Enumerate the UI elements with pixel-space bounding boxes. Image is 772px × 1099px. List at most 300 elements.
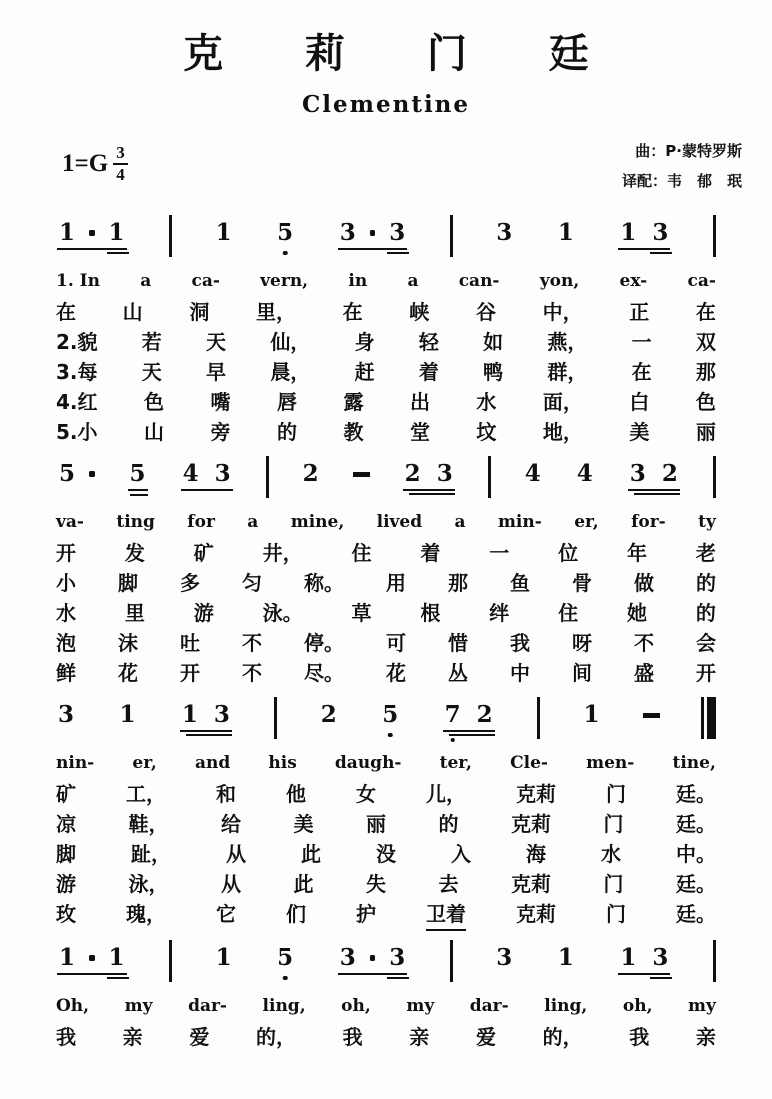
sixteenth-beam [387, 252, 409, 255]
lyric-syllable: oh, [622, 996, 653, 1016]
lyric-syllable: vern, [260, 271, 309, 291]
lyric-syllable: yon, [539, 271, 580, 291]
lyric-line-chinese [56, 628, 716, 658]
barline [450, 940, 453, 982]
lyric-syllable: 在 [631, 360, 652, 384]
lyric-syllable: 地， [542, 420, 583, 444]
lyric-line-english [56, 752, 716, 775]
sixteenth-beam [186, 734, 232, 737]
lyric-syllable: 们 [286, 902, 306, 926]
lyric-syllable: min- [497, 512, 542, 532]
key-signature [62, 144, 128, 184]
lyric-syllable: 水 [601, 842, 621, 866]
time-signature-numerator: 3 [113, 144, 128, 165]
lyric-syllable: 天 [141, 360, 162, 384]
lyric-syllable: 教 [343, 420, 364, 444]
note-row [56, 945, 716, 993]
lyric-syllable: 住 [558, 601, 579, 625]
lyric-syllable: mine, [290, 512, 345, 532]
lyric-syllable: 年 [627, 541, 647, 565]
lyric-syllable: 3.每 [56, 360, 98, 384]
barline [169, 215, 172, 257]
lyric-syllable: 晨， [270, 360, 311, 384]
lyric-syllable: 中 [510, 661, 530, 685]
lyric-syllable: dar- [188, 996, 227, 1016]
credits [622, 136, 742, 196]
lyric-syllable: 中。 [676, 842, 716, 866]
lyric-syllable: oh, [341, 996, 371, 1016]
lyric-syllable: 的 [696, 571, 716, 595]
lyric-syllable: 我 [56, 1025, 76, 1049]
note-group [627, 461, 681, 495]
lyric-syllable: 正 [629, 300, 650, 324]
eighth-beam [628, 489, 680, 492]
lyric-syllable: 丽 [695, 420, 716, 444]
lyric-syllable: 群， [547, 360, 588, 384]
lyric-syllable: 5.小 [56, 420, 98, 444]
lyric-syllable: 廷。 [676, 812, 716, 836]
jianpu-note: 2 [661, 460, 678, 487]
lyric-syllable: 开 [180, 661, 200, 685]
lyric-line-english [56, 270, 716, 293]
eighth-beam [443, 730, 495, 733]
lyric-syllable: 在 [56, 300, 76, 324]
octave-low-dot [283, 251, 288, 256]
lyric-syllable: 游 [193, 601, 214, 625]
lyric-syllable: 位 [558, 541, 579, 565]
lyric-line-english [56, 995, 716, 1018]
lyric-line-chinese [56, 899, 716, 931]
jianpu-note: 3 [496, 219, 513, 246]
jianpu-note: 3 [650, 220, 670, 245]
sixteenth-beam [650, 977, 672, 980]
lyric-syllable: for- [631, 512, 666, 532]
sixteenth-beam [449, 734, 495, 737]
lyric-syllable: a [247, 512, 259, 532]
composer-credit: 曲：P·蒙特罗斯 [635, 142, 742, 160]
lyric-syllable: 克莉 [511, 812, 551, 836]
lyric-syllable: 白 [629, 390, 650, 414]
lyric-syllable: ty [698, 512, 716, 532]
sixteenth-beam [107, 977, 129, 980]
barline [266, 456, 269, 498]
note-group [56, 945, 128, 979]
lyric-syllable: my [406, 996, 435, 1016]
lyric-syllable: Cle- [510, 753, 548, 773]
lyric-syllable: 身 [354, 330, 375, 354]
duration-dot [89, 471, 95, 477]
jianpu-note: 1 [107, 220, 127, 245]
jianpu-note: 2 [476, 701, 493, 728]
lyric-syllable: 花 [118, 661, 138, 685]
lyric-syllable: 泳， [128, 872, 169, 896]
lyric-syllable: and [194, 753, 231, 773]
lyric-line-chinese [56, 357, 716, 387]
lyric-syllable: 廷。 [676, 902, 716, 926]
lyric-syllable: 美 [629, 420, 650, 444]
lyric-syllable: 她 [627, 601, 647, 625]
time-signature-denominator: 4 [116, 164, 125, 184]
lyric-syllable: 和 [216, 782, 236, 806]
lyric-syllable: 脚 [56, 842, 76, 866]
sixteenth-beam [650, 252, 672, 255]
lyric-syllable: ting [116, 512, 155, 532]
lyric-syllable: 中， [542, 300, 583, 324]
lyric-line-chinese [56, 327, 716, 357]
jianpu-note: 3 [214, 460, 231, 487]
lyric-syllable: 堂 [409, 420, 430, 444]
jianpu-note: 5 [59, 460, 76, 487]
lyric-syllable: 天 [206, 330, 227, 354]
lyric-syllable: 做 [634, 571, 654, 595]
song-title-chinese: 克 莉 门 廷 [183, 31, 623, 77]
sixteenth-beam [107, 252, 129, 255]
lyric-syllable: 的 [438, 812, 459, 836]
eighth-beam [57, 248, 127, 251]
lyric-syllable: 井， [262, 541, 303, 565]
lyric-syllable: 克莉 [516, 782, 556, 806]
lyric-syllable: 坟 [476, 420, 497, 444]
lyric-syllable: 一 [489, 541, 510, 565]
eighth-beam [181, 489, 233, 492]
lyric-syllable: 瑰， [126, 902, 166, 926]
sixteenth-beam [130, 494, 148, 497]
final-barline [701, 697, 716, 739]
lyric-syllable: 山 [144, 420, 164, 444]
lyric-syllable: 泡 [56, 631, 76, 655]
lyric-syllable: 克莉 [516, 902, 556, 926]
music-system [56, 945, 716, 1052]
note-row [56, 220, 716, 268]
note-row [56, 702, 716, 750]
lyric-syllable: 住 [351, 541, 372, 565]
jianpu-note: 3 [213, 701, 230, 728]
eighth-beam [403, 489, 455, 492]
lyric-syllable: 脚 [118, 571, 138, 595]
lyric-syllable: daugh- [334, 753, 402, 773]
lyric-syllable: 出 [409, 390, 430, 414]
lyric-line-chinese [56, 839, 716, 869]
sixteenth-beam [409, 493, 455, 496]
lyric-syllable: ex- [619, 271, 648, 291]
lyric-syllable: my [124, 996, 153, 1016]
barline [488, 456, 491, 498]
lyric-syllable: 的， [255, 1025, 296, 1049]
lyric-syllable: 沫 [118, 631, 138, 655]
lyric-syllable: Oh, [56, 996, 90, 1016]
jianpu-note: 1 [59, 219, 76, 246]
note-group [617, 945, 671, 979]
lyric-syllable: 面， [542, 390, 583, 414]
note-row [56, 461, 716, 509]
sixteenth-beam [387, 977, 409, 980]
lyric-syllable: 的 [695, 601, 716, 625]
jianpu-note: 1 [107, 945, 127, 970]
lyric-syllable: 呀 [572, 631, 592, 655]
lyric-syllable: 可 [386, 631, 406, 655]
lyric-syllable: 亲 [695, 1025, 716, 1049]
lyric-syllable: 会 [696, 631, 716, 655]
lyric-syllable: 开 [56, 541, 76, 565]
jianpu-note: 1 [181, 701, 198, 728]
lyric-syllable: va- [56, 512, 84, 532]
lyric-syllable: 双 [695, 330, 716, 354]
lyric-syllable: tine, [672, 753, 716, 773]
lyric-syllable: ca- [687, 271, 716, 291]
lyric-syllable: 旁 [210, 420, 231, 444]
eighth-beam [338, 248, 408, 251]
lyric-syllable: 从 [221, 872, 241, 896]
lyric-line-chinese [56, 538, 716, 568]
time-signature [113, 144, 128, 184]
lyric-syllable: er, [574, 512, 599, 532]
lyric-syllable: 吐 [180, 631, 200, 655]
barline [537, 697, 540, 739]
lyric-syllable: lived [376, 512, 423, 532]
jianpu-note: 3 [436, 460, 453, 487]
note-group [442, 702, 496, 736]
lyric-syllable: ca- [191, 271, 220, 291]
lyric-line-chinese [56, 779, 716, 809]
lyric-line-chinese [56, 568, 716, 598]
lyric-syllable: 廷。 [676, 872, 716, 896]
lyric-syllable: 早 [206, 360, 227, 384]
lyric-syllable: 它 [216, 902, 236, 926]
lyric-syllable: 那 [695, 360, 716, 384]
jianpu-note: 7 [443, 702, 463, 727]
lyric-syllable: his [268, 753, 297, 773]
lyric-syllable: men- [586, 753, 635, 773]
barline [713, 215, 716, 257]
lyric-syllable: 着 [420, 541, 441, 565]
lyric-syllable: 色 [144, 390, 164, 414]
jianpu-note: 3 [629, 460, 646, 487]
eighth-beam [180, 730, 232, 733]
octave-low-dot [388, 733, 393, 738]
music-system [56, 702, 716, 931]
lyric-syllable: 鸭 [483, 360, 504, 384]
music-system [56, 220, 716, 447]
lyric-line-chinese [56, 1022, 716, 1052]
lyric-syllable: 从 [226, 842, 246, 866]
jianpu-note: 3 [58, 701, 75, 728]
lyric-syllable: 矿 [193, 541, 214, 565]
jianpu-note: 1 [119, 701, 136, 728]
lyric-syllable: 那 [448, 571, 468, 595]
jianpu-note: 1 [620, 219, 637, 246]
lyric-syllable: 匀 [242, 571, 262, 595]
lyric-syllable: 入 [451, 842, 471, 866]
jianpu-note: 3 [650, 945, 670, 970]
jianpu-note: 2 [404, 460, 421, 487]
lyric-syllable: 他 [286, 782, 306, 806]
lyric-syllable: in [348, 271, 368, 291]
lyric-syllable: 不 [634, 631, 654, 655]
lyric-syllable: 游 [56, 872, 76, 896]
eighth-beam [618, 973, 670, 976]
key-tonic: 1=G [62, 149, 109, 177]
lyric-syllable: 老 [695, 541, 716, 565]
lyric-syllable: 鲜 [56, 661, 76, 685]
octave-low-dot [283, 976, 288, 981]
score [56, 220, 716, 1052]
note-group [56, 461, 96, 495]
lyric-syllable: 在 [695, 300, 716, 324]
lyric-syllable: 丛 [448, 661, 468, 685]
lyric-syllable: 美 [293, 812, 314, 836]
lyric-syllable: 水 [476, 390, 497, 414]
lyric-syllable: 停。 [304, 631, 344, 655]
lyric-syllable: 唇 [276, 390, 297, 414]
lyric-line-chinese [56, 809, 716, 839]
lyric-syllable: 1. In [56, 271, 100, 291]
lyric-syllable: 4.红 [56, 390, 98, 414]
duration-dot [370, 955, 376, 961]
note-group [56, 220, 128, 254]
lyric-syllable: 的， [542, 1025, 583, 1049]
lyric-syllable: 亲 [409, 1025, 430, 1049]
lyric-syllable: for [187, 512, 215, 532]
lyric-syllable: 尽。 [304, 661, 344, 685]
dash-note [353, 472, 370, 477]
lyric-syllable: 色 [695, 390, 716, 414]
note-group [337, 945, 409, 979]
lyric-syllable: 峡 [409, 300, 430, 324]
lyric-syllable: 骨 [572, 571, 592, 595]
lyric-syllable: 草 [351, 601, 372, 625]
translator-credit: 译配：韦 郁 珉 [621, 172, 742, 190]
lyric-syllable: 盛 [634, 661, 654, 685]
lyric-syllable: 此 [293, 872, 314, 896]
lyric-syllable: 我 [510, 631, 530, 655]
lyric-line-english [56, 511, 716, 534]
song-title-english: Clementine [301, 91, 471, 118]
final-barline-thin [701, 697, 704, 739]
lyric-line-chinese [56, 387, 716, 417]
jianpu-note: 3 [387, 220, 407, 245]
jianpu-note: 1 [583, 701, 600, 728]
lyric-syllable: 没 [376, 842, 396, 866]
lyric-syllable: 门 [603, 812, 624, 836]
lyric-syllable: 卫着 [426, 899, 466, 931]
jianpu-note: 4 [576, 460, 593, 487]
lyric-syllable: 趾， [131, 842, 171, 866]
jianpu-note: 5 [380, 702, 400, 727]
lyric-syllable: 燕， [547, 330, 588, 354]
lyric-syllable: 爱 [475, 1025, 496, 1049]
jianpu-note: 1 [557, 944, 574, 971]
lyric-syllable: 不 [242, 631, 262, 655]
lyric-syllable: 门 [606, 782, 626, 806]
jianpu-note: 1 [215, 219, 232, 246]
lyric-syllable: 洞 [189, 300, 210, 324]
lyric-syllable: a [454, 512, 466, 532]
jianpu-note: 1 [215, 944, 232, 971]
barline [169, 940, 172, 982]
lyric-syllable: 我 [342, 1025, 363, 1049]
lyric-syllable: 里， [255, 300, 296, 324]
lyric-syllable: 儿， [426, 782, 466, 806]
lyric-syllable: 廷。 [676, 782, 716, 806]
jianpu-note: 5 [275, 220, 295, 245]
lyric-syllable: 称。 [304, 571, 344, 595]
lyric-syllable: 开 [696, 661, 716, 685]
lyric-syllable: 一 [631, 330, 652, 354]
jianpu-note: 5 [275, 945, 295, 970]
lyric-syllable: 如 [483, 330, 504, 354]
lyric-syllable: can- [458, 271, 500, 291]
lyric-syllable: 水 [56, 601, 76, 625]
lyric-syllable: 我 [629, 1025, 650, 1049]
lyric-syllable: 用 [386, 571, 406, 595]
jianpu-note: 4 [524, 460, 541, 487]
lyric-line-chinese [56, 297, 716, 327]
jianpu-note: 1 [59, 944, 76, 971]
lyric-syllable: a [407, 271, 419, 291]
note-group [179, 702, 233, 736]
lyric-syllable: 的 [276, 420, 297, 444]
lyric-syllable: my [688, 996, 716, 1016]
lyric-syllable: 亲 [122, 1025, 143, 1049]
lyric-syllable: 失 [366, 872, 386, 896]
eighth-beam [57, 973, 127, 976]
jianpu-note: 2 [320, 701, 337, 728]
note-group [402, 461, 456, 495]
lyric-syllable: 泳。 [262, 601, 303, 625]
lyric-syllable: 绊 [489, 601, 510, 625]
lyric-line-chinese [56, 658, 716, 688]
lyric-syllable: 多 [180, 571, 200, 595]
lyric-syllable: dar- [469, 996, 509, 1016]
lyric-syllable: 花 [386, 661, 406, 685]
duration-dot [370, 230, 376, 236]
lyric-syllable: 门 [603, 872, 624, 896]
lyric-syllable: 丽 [366, 812, 386, 836]
barline [713, 940, 716, 982]
lyric-syllable: 鱼 [510, 571, 530, 595]
lyric-syllable: ter, [439, 753, 472, 773]
lyric-syllable: 工， [126, 782, 166, 806]
meta-row [62, 136, 742, 200]
eighth-beam [338, 973, 408, 976]
lyric-syllable: 护 [356, 902, 376, 926]
lyric-syllable: 小 [56, 571, 76, 595]
sixteenth-beam [634, 493, 680, 496]
lyric-syllable: 凉 [56, 812, 76, 836]
lyric-syllable: 门 [606, 902, 626, 926]
lyric-syllable: ling, [262, 996, 306, 1016]
jianpu-note: 1 [557, 219, 574, 246]
lyric-syllable: 去 [438, 872, 459, 896]
jianpu-note: 2 [302, 460, 319, 487]
note-group [337, 220, 409, 254]
lyric-line-chinese [56, 869, 716, 899]
jianpu-note: 5 [128, 461, 148, 486]
final-barline-thick [707, 697, 716, 739]
lyric-syllable: 海 [526, 842, 546, 866]
lyric-syllable: nin- [56, 753, 95, 773]
lyric-syllable: a [140, 271, 152, 291]
lyric-syllable: 根 [420, 601, 441, 625]
note-group [617, 220, 671, 254]
lyric-syllable: 山 [122, 300, 143, 324]
lyric-syllable: 若 [141, 330, 162, 354]
lyric-syllable: 鞋， [128, 812, 169, 836]
lyric-syllable: 赶 [354, 360, 375, 384]
octave-low-dot [450, 738, 455, 743]
lyric-syllable: 爱 [189, 1025, 210, 1049]
lyric-syllable: 着 [418, 360, 439, 384]
